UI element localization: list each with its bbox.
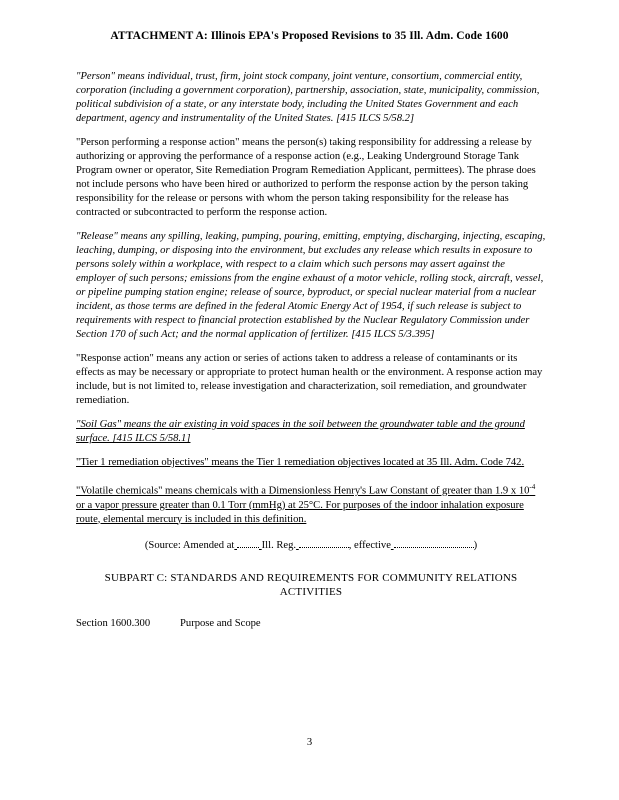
subpart-heading <box>76 571 546 599</box>
subpart-heading-line1: SUBPART C: STANDARDS AND REQUIREMENTS FOR COMMUNITY RELATIONS <box>104 571 518 584</box>
subpart-heading-line2: ACTIVITIES <box>279 585 343 598</box>
source-prefix: (Source: Amended at <box>144 539 235 551</box>
source-reg: Ill. Reg. <box>261 539 297 551</box>
definition-tier1: "Tier 1 remediation objectives" means the Tier 1 remediation objectives located at 35 Ill. Adm. Code 742. <box>76 457 525 468</box>
volatile-exponent: -4 <box>529 483 536 491</box>
definition-response-action: "Response action" means any action or series of actions taken to address a release of contaminants or its effects as may be necessary or appropriate to protect human health or the environment. A response action may include, but is not limited to, release investigation and characterization, soil remediation, and groundwater remediation. <box>76 353 543 406</box>
section-title: Purpose and Scope <box>180 617 261 629</box>
definition-person: "Person" means individual, trust, firm, joint stock company, joint venture, consortium, commercial entity, corporation (including a government corporation), partnership, association, state, municipality, commission, political subdivision of a state, or any interstate body, including the United States Government and each department, agency and instrumentality of the United States. [415 ILCS 5/58.2] <box>76 71 540 124</box>
section-heading <box>76 617 546 631</box>
source-note <box>76 537 546 553</box>
page-number: 3 <box>306 737 313 748</box>
source-effective: , effective <box>348 539 391 551</box>
source-suffix: ) <box>473 539 478 551</box>
source-blank-date <box>394 537 474 548</box>
source-blank-volume <box>237 537 259 548</box>
definition-release: "Release" means any spilling, leaking, pumping, pouring, emitting, emptying, discharging, injecting, escaping, leaching, dumping, or disposing into the environment, but excludes any release which results in exposure to persons solely within a workplace, with respect to a claim which such persons may assert against the employer of such persons; emissions from the engine exhaust of a motor vehicle, rolling stock, aircraft, vessel, or pipeline pumping station engine; release of source, byproduct, or special nuclear material from a nuclear incident, as those terms are defined in the federal Atomic Energy Act of 1954, if such release is subject to requirements with respect to financial protection established by the Nuclear Regulatory Commission under Section 170 of such Act; and the normal application of fertilizer. [415 ILCS 5/3.395] <box>76 231 546 340</box>
definition-person-performing: "Person performing a response action" means the person(s) taking responsibility for addressing a release by authorizing or approving the performance of a response action (e.g., Leaking Underground Storage Tank Program owner or operator, Site Remediation Program Remediation Applicant, permittees). The phrase does not include persons who have been hired or authorized to perform the response action by the person taking responsibility for the release or persons with whom the person taking responsibility for the release has contracted or subcontracted to perform the response action. <box>76 137 536 218</box>
definition-soil-gas: "Soil Gas" means the air existing in void spaces in the soil between the groundwater table and the ground surface. [415 ILCS 5/58.1] <box>76 419 525 444</box>
document-body <box>76 70 546 631</box>
volatile-text-a: "Volatile chemicals" means chemicals with a Dimensionless Henry's Law Constant of greater than 1.9 x 10 <box>76 485 530 497</box>
volatile-text-b: or a vapor pressure greater than 0.1 Torr (mmHg) at 25°C. For purposes of the indoor inhalation exposure route, elemental mercury is included in this definition. <box>76 499 524 525</box>
page-header: ATTACHMENT A: Illinois EPA's Proposed Revisions to 35 Ill. Adm. Code 1600 <box>110 30 509 42</box>
section-number: Section 1600.300 <box>76 617 151 629</box>
definition-volatile <box>76 480 546 527</box>
source-blank-page <box>299 537 349 548</box>
